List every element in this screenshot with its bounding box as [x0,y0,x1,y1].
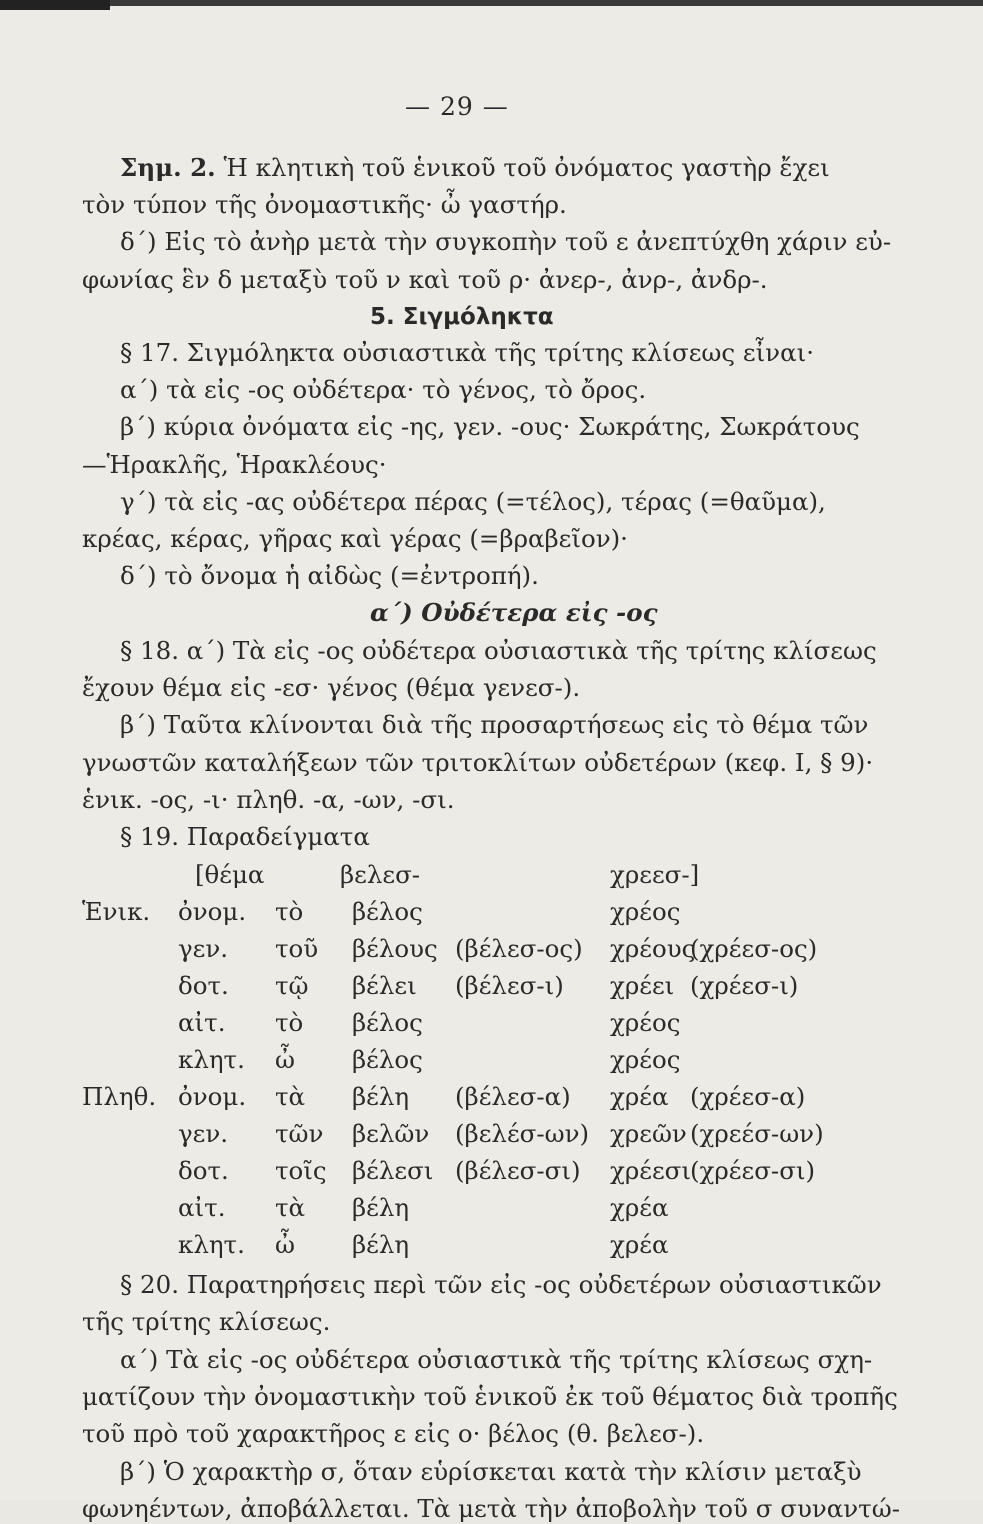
body-line: κρέας, κέρας, γῆρας καὶ γέρας (=βραβεῖον)· [82,524,628,553]
body-line: φωνίας ἓν δ μεταξὺ τοῦ ν καὶ τοῦ ρ· ἀνερ-, ἀνρ-, ἀνδρ-. [82,265,768,294]
plural-label: Πληθ. [82,1082,157,1111]
page-top-edge-mark [0,0,110,10]
singular-w2-cell: χρέος [610,897,681,926]
paragraph-17: § 17. Σιγμόληκτα οὐσιαστικὰ τῆς τρίτης κλίσεως εἶναι· [120,338,815,367]
plural-case-cell: γεν. [178,1119,229,1148]
plural-f1-cell: (βέλεσ-α) [455,1082,571,1111]
singular-case-cell: δοτ. [178,971,229,1000]
singular-art-cell: ὦ [275,1045,295,1074]
note-text: Ἡ κλητικὴ τοῦ ἑνικοῦ τοῦ ὀνόματος γαστὴρ ἔχει [215,153,830,182]
body-line: ματίζουν τὴν ὀνομαστικὴν τοῦ ἑνικοῦ ἐκ τοῦ θέματος διὰ τροπῆς [82,1382,898,1411]
section-title: Σιγμόληκτα [394,304,554,330]
plural-w1-cell: βέλεσι [352,1156,434,1185]
singular-w1-cell: βέλους [352,934,438,963]
singular-f2-cell: (χρέεσ-ι) [690,971,799,1000]
paragraph-19: § 19. Παραδείγματα [120,822,370,851]
theme-label: [θέμα [195,860,265,889]
plural-w2-cell: χρέα [610,1082,669,1111]
singular-w2-cell: χρέος [610,1008,681,1037]
page-number: — 29 — [405,92,509,121]
subsection-heading: α΄) Οὐδέτερα εἰς -ος [370,598,658,627]
singular-case-cell: ὀνομ. [178,897,247,926]
plural-f2-cell: (χρέεσ-σι) [690,1156,816,1185]
plural-art-cell: τὰ [275,1193,306,1222]
body-line: γνωστῶν καταλήξεων τῶν τριτοκλίτων οὐδετέρων (κεφ. Ι, § 9)· [82,748,874,777]
section-number: 5. [370,304,395,330]
singular-w1-cell: βέλος [352,1045,423,1074]
singular-case-cell: κλητ. [178,1045,245,1074]
paragraph-20: § 20. Παρατηρήσεις περὶ τῶν εἰς -ος οὐδετέρων οὐσιαστικῶν [120,1270,882,1299]
singular-w2-cell: χρέει [610,971,675,1000]
singular-w1-cell: βέλει [352,971,417,1000]
singular-w2-cell: χρέους [610,934,696,963]
singular-art-cell: τῷ [275,971,309,1000]
singular-label: Ἑνικ. [82,897,151,926]
plural-w2-cell: χρεῶν [610,1119,687,1148]
plural-case-cell: κλητ. [178,1230,245,1259]
plural-w1-cell: βελῶν [352,1119,430,1148]
note-line-1 [120,153,830,183]
singular-case-cell: γεν. [178,934,229,963]
plural-case-cell: αἰτ. [178,1193,226,1222]
singular-case-cell: αἰτ. [178,1008,226,1037]
plural-art-cell: τὰ [275,1082,306,1111]
section-heading [370,302,554,332]
body-line: ἔχουν θέμα εἰς -εσ· γένος (θέμα γενεσ-). [82,673,581,702]
body-line: φωνηέντων, ἀποβάλλεται. Τὰ μετὰ τὴν ἀποβολὴν τοῦ σ συναντώ- [82,1494,900,1523]
plural-case-cell: δοτ. [178,1156,229,1185]
singular-f1-cell: (βέλεσ-ος) [455,934,583,963]
note-label: Σημ. 2. [120,153,216,182]
singular-art-cell: τοῦ [275,934,319,963]
body-line: δ΄) τὸ ὄνομα ἡ αἰδὼς (=ἐντροπή). [120,561,539,590]
body-line: τῆς τρίτης κλίσεως. [82,1307,331,1336]
theme-belos: βελεσ- [340,860,421,889]
theme-chreos: χρεεσ-] [610,860,700,889]
plural-w1-cell: βέλη [352,1193,410,1222]
body-line: τὸν τύπον τῆς ὀνομαστικῆς· ὦ γαστήρ. [82,190,567,219]
plural-art-cell: τοῖς [275,1156,327,1185]
plural-art-cell: τῶν [275,1119,324,1148]
singular-w2-cell: χρέος [610,1045,681,1074]
plural-case-cell: ὀνομ. [178,1082,247,1111]
plural-f2-cell: (χρεέσ-ων) [690,1119,824,1148]
body-line: β΄) Ὁ χαρακτὴρ σ, ὅταν εὑρίσκεται κατὰ τὴν κλίσιν μεταξὺ [120,1457,862,1486]
page-top-edge [0,0,983,6]
singular-f2-cell: (χρέεσ-ος) [690,934,818,963]
body-line: α΄) Τὰ εἰς -ος οὐδέτερα οὐσιαστικὰ τῆς τρίτης κλίσεως σχη- [120,1345,873,1374]
plural-w2-cell: χρέα [610,1230,669,1259]
plural-f1-cell: (βέλεσ-σι) [455,1156,581,1185]
singular-w1-cell: βέλος [352,897,423,926]
paragraph-18: § 18. α΄) Τὰ εἰς -ος οὐδέτερα οὐσιαστικὰ τῆς τρίτης κλίσεως [120,636,877,665]
plural-w2-cell: χρέα [610,1193,669,1222]
body-line: —Ἡρακλῆς, Ἡρακλέους· [82,450,387,479]
body-line: β΄) Ταῦτα κλίνονται διὰ τῆς προσαρτήσεως εἰς τὸ θέμα τῶν [120,710,869,739]
body-line: ἑνικ. -ος, -ι· πληθ. -α, -ων, -σι. [82,785,455,814]
plural-f2-cell: (χρέεσ-α) [690,1082,806,1111]
plural-w2-cell: χρέεσι [610,1156,691,1185]
body-line: β΄) κύρια ὀνόματα εἰς -ης, γεν. -ους· Σωκράτης, Σωκράτους [120,412,860,441]
singular-art-cell: τὸ [275,1008,304,1037]
plural-art-cell: ὦ [275,1230,295,1259]
plural-w1-cell: βέλη [352,1230,410,1259]
plural-w1-cell: βέλη [352,1082,410,1111]
singular-w1-cell: βέλος [352,1008,423,1037]
singular-art-cell: τὸ [275,897,304,926]
body-line: δ΄) Εἰς τὸ ἀνὴρ μετὰ τὴν συγκοπὴν τοῦ ε ἀνεπτύχθη χάριν εὐ- [120,227,892,256]
plural-f1-cell: (βελέσ-ων) [455,1119,590,1148]
body-line: γ΄) τὰ εἰς -ας οὐδέτερα πέρας (=τέλος), τέρας (=θαῦμα), [120,487,826,516]
body-line: α΄) τὰ εἰς -ος οὐδέτερα· τὸ γένος, τὸ ὄρος. [120,375,647,404]
body-line: τοῦ πρὸ τοῦ χαρακτῆρος ε εἰς ο· βέλος (θ. βελεσ-). [82,1419,705,1448]
singular-f1-cell: (βέλεσ-ι) [455,971,564,1000]
